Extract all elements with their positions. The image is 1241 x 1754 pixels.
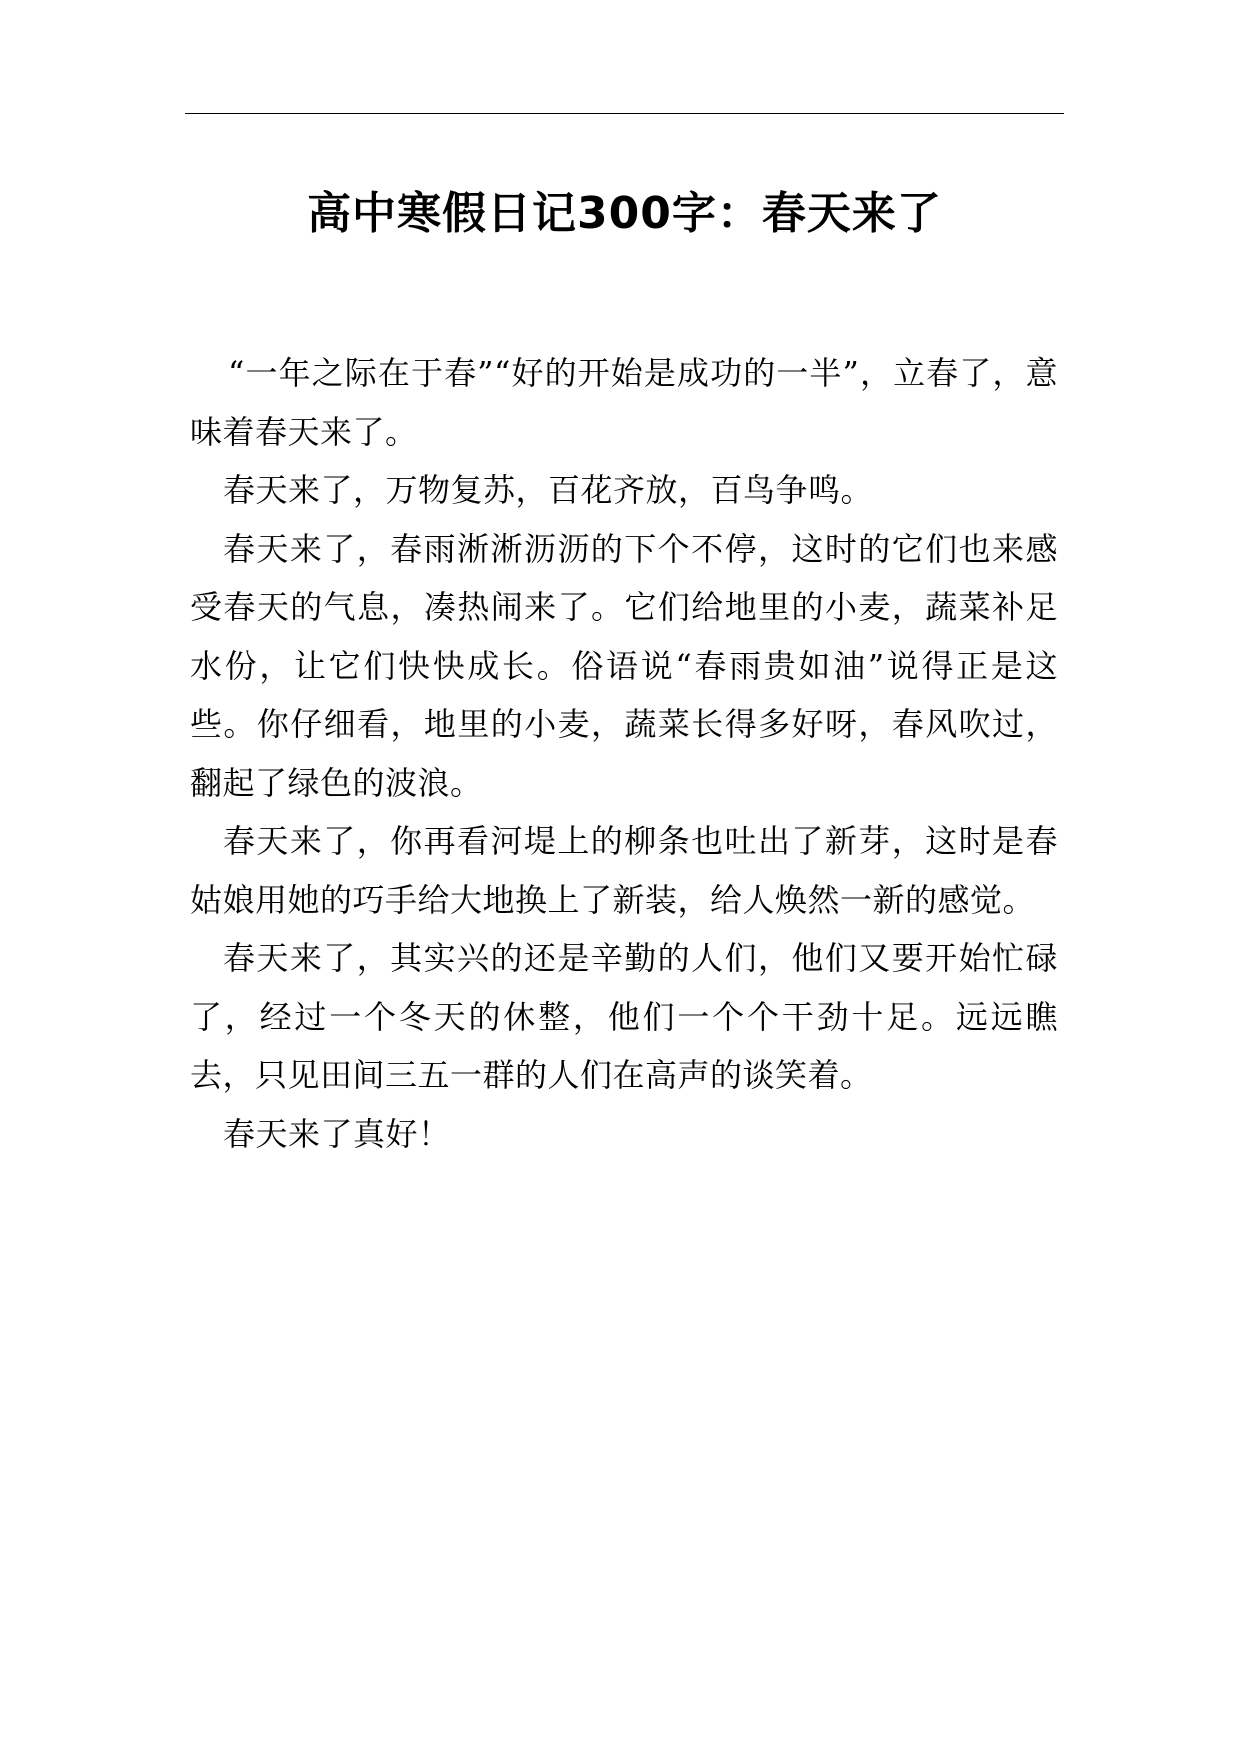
paragraph: “一年之际在于春”“好的开始是成功的一半”，立春了，意味着春天来了。 [190,354,1058,451]
paragraph: 春天来了真好！ [223,1114,451,1153]
document-body [190,344,1058,1163]
paragraph: 春天来了，万物复苏，百花齐放，百鸟争鸣。 [223,471,874,509]
document-title: 高中寒假日记300字：春天来了 [307,188,942,240]
paragraph: 春天来了，其实兴的还是辛勤的人们，他们又要开始忙碌了，经过一个冬天的休整，他们一个个干劲十足。远远瞧去，只见田间三五一群的人们在高声的谈笑着。 [190,939,1058,1094]
paragraph: 春天来了，你再看河堤上的柳条也吐出了新芽，这时是春姑娘用她的巧手给大地换上了新装，给人焕然一新的感觉。 [190,822,1058,919]
paragraph: 春天来了，春雨淅淅沥沥的下个不停，这时的它们也来感受春天的气息，凑热闹来了。它们给地里的小麦，蔬菜补足水份，让它们快快成长。俗语说“春雨贵如油”说得正是这些。你仔细看，地里的小麦，蔬菜长得多好呀，春风吹过，翻起了绿色的波浪。 [190,529,1058,802]
header-rule [185,113,1064,114]
